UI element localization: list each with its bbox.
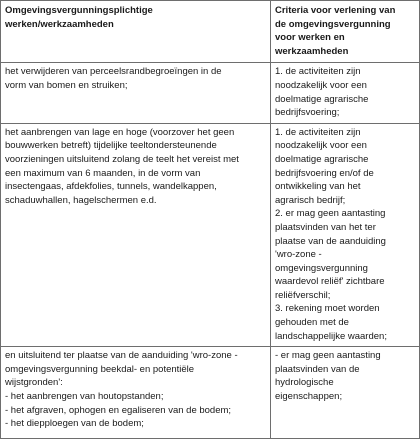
criteria-line: noodzakelijk voor een	[275, 140, 367, 152]
works-line: en uitsluitend ter plaatse van de aanduiding 'wro-zone -	[5, 350, 238, 362]
works-line: het aanbrengen van lage en hoge (voorzover het geen	[5, 126, 235, 138]
criteria-line: hydrologische	[275, 377, 334, 389]
works-cell	[1, 63, 271, 123]
criteria-line: plaatse van de aanduiding	[275, 235, 386, 247]
header-works-cell	[1, 1, 271, 63]
table-row	[1, 347, 420, 439]
criteria-line: doelmatige agrarische	[275, 93, 369, 105]
header-criteria-line: de omgevingsvergunning	[275, 18, 391, 30]
criteria-line: agrarisch bedrijf;	[275, 194, 346, 206]
header-criteria-line: Criteria voor verlening van	[275, 5, 396, 16]
criteria-line: 'wro-zone -	[275, 249, 322, 261]
criteria-line: eigenschappen;	[275, 391, 343, 403]
criteria-line: waardevol reliëf' zichtbare	[275, 276, 385, 288]
works-line: - het diepploegen van de bodem;	[5, 418, 144, 430]
criteria-line: 1. de activiteiten zijn	[275, 126, 361, 138]
table-header-row	[1, 1, 420, 63]
header-criteria-line: voor werken en	[275, 32, 345, 44]
works-line: - het afgraven, ophogen en egaliseren van de bodem;	[5, 404, 232, 416]
criteria-line: plaatsvinden van het ter	[275, 221, 376, 233]
header-criteria-cell	[271, 1, 420, 63]
criteria-line: plaatsvinden van de	[275, 363, 360, 375]
criteria-line: gehouden met de	[275, 317, 349, 329]
works-line: bouwwerken betreft) tijdelijke teeltondersteunende	[5, 140, 217, 152]
criteria-line: 1. de activiteiten zijn	[275, 66, 361, 78]
criteria-line: noodzakelijk voor een	[275, 79, 367, 91]
works-line: schaduwhallen, hagelschermen e.d.	[5, 194, 157, 206]
criteria-cell	[271, 347, 420, 439]
criteria-line: 3. rekening moet worden	[275, 303, 380, 315]
criteria-cell	[271, 63, 420, 123]
criteria-line: ontwikkeling van het	[275, 181, 361, 193]
criteria-line: 2. er mag geen aantasting	[275, 208, 386, 220]
criteria-cell	[271, 123, 420, 347]
works-cell	[1, 123, 271, 347]
criteria-line: bedrijfsvoering;	[275, 107, 340, 119]
works-line: wijstgronden':	[5, 377, 63, 389]
header-works-line: Omgevingsvergunningsplichtige	[5, 5, 153, 16]
works-line: het verwijderen van perceelsrandbegroeïngen in de	[5, 66, 222, 78]
works-line: - het aanbrengen van houtopstanden;	[5, 391, 164, 403]
works-cell	[1, 347, 271, 439]
criteria-line: reliëfverschil;	[275, 289, 331, 301]
works-line: omgevingsvergunning beekdal- en potentiële	[5, 363, 195, 375]
criteria-line: landschappelijke waarden;	[275, 330, 387, 342]
criteria-line: bedrijfsvoering en/of de	[275, 167, 374, 179]
table-row	[1, 123, 420, 347]
table-row	[1, 63, 420, 123]
criteria-line: omgevingsvergunning	[275, 262, 368, 274]
works-line: een maximum van 6 maanden, in de vorm van	[5, 167, 201, 179]
works-line: voorzieningen uitsluitend zolang de teelt het vereist met	[5, 153, 239, 165]
criteria-line: - er mag geen aantasting	[275, 350, 381, 362]
works-line: vorm van bomen en struiken;	[5, 79, 128, 91]
criteria-line: doelmatige agrarische	[275, 153, 369, 165]
header-criteria-line: werkzaamheden	[275, 45, 349, 57]
works-line: insectengaas, afdekfolies, tunnels, wandelkappen,	[5, 181, 217, 193]
header-works-line: werken/werkzaamheden	[5, 18, 114, 30]
